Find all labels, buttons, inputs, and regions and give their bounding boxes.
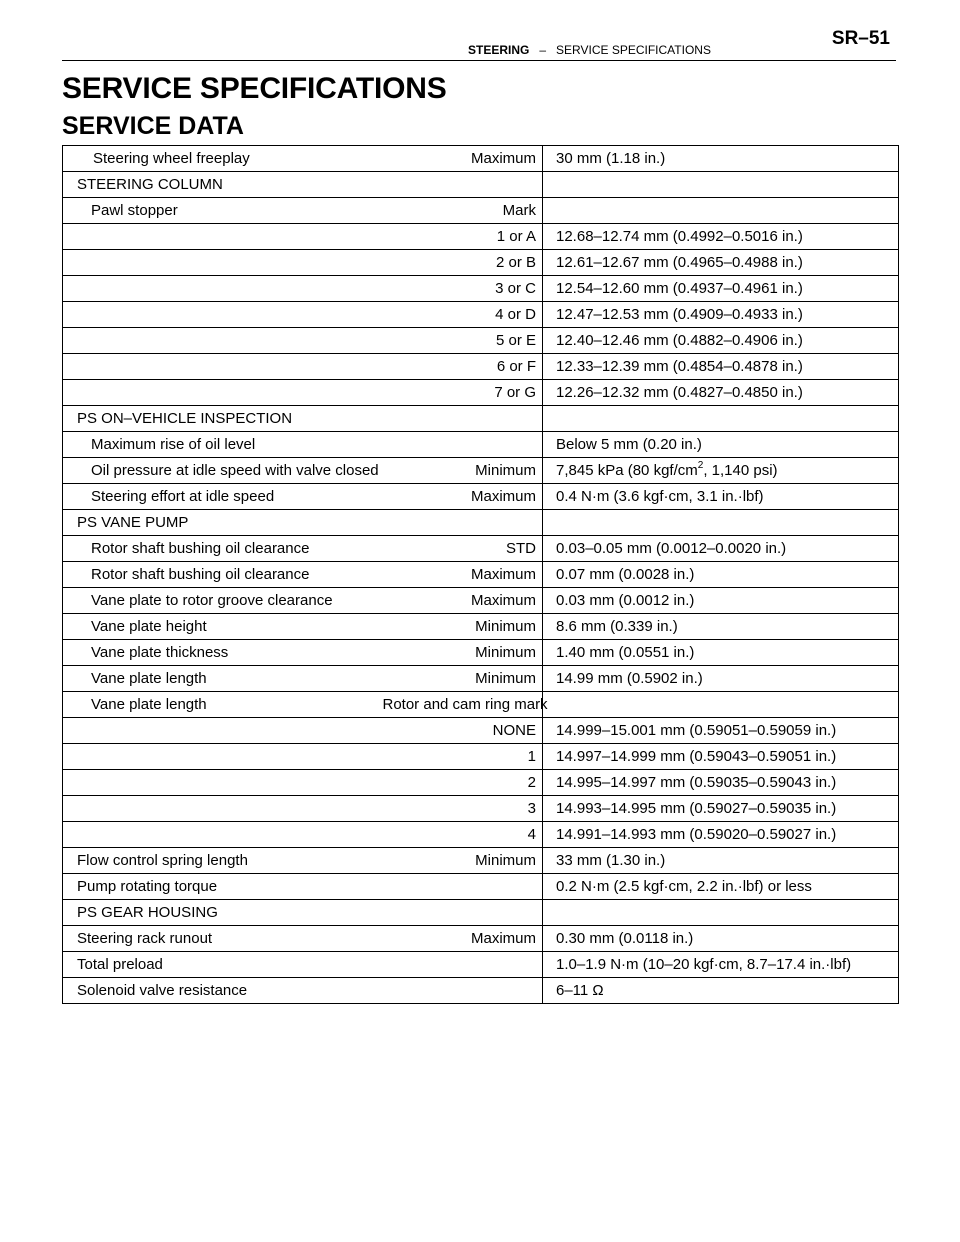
value-cell bbox=[543, 926, 899, 952]
table-row bbox=[63, 562, 899, 588]
value-text: 8.6 mm (0.339 in.) bbox=[556, 617, 678, 635]
value-text: 6–11 Ω bbox=[556, 981, 604, 999]
value-cell bbox=[543, 302, 899, 328]
table-row bbox=[63, 536, 899, 562]
value-cell bbox=[543, 354, 899, 380]
item-cell bbox=[63, 328, 383, 354]
value-cell bbox=[543, 796, 899, 822]
value-text: 0.07 mm (0.0028 in.) bbox=[556, 565, 695, 583]
condition-cell: 2 or B bbox=[383, 250, 543, 276]
service-data-body bbox=[63, 146, 899, 1004]
condition-cell: Minimum bbox=[383, 458, 543, 484]
value-text: 0.03–0.05 mm (0.0012–0.0020 in.) bbox=[556, 539, 787, 557]
table-row bbox=[63, 510, 899, 536]
item-label: Vane plate length bbox=[91, 669, 207, 687]
condition-cell: 3 or C bbox=[383, 276, 543, 302]
item-label: Maximum rise of oil level bbox=[91, 435, 256, 453]
table-row bbox=[63, 744, 899, 770]
page-header bbox=[62, 28, 896, 61]
table-row bbox=[63, 588, 899, 614]
item-cell bbox=[63, 198, 383, 224]
item-label: Vane plate height bbox=[91, 617, 207, 635]
item-label: Rotor shaft bushing oil clearance bbox=[91, 565, 310, 583]
value-cell bbox=[543, 484, 899, 510]
item-label: PS VANE PUMP bbox=[77, 513, 189, 531]
condition-cell: 1 or A bbox=[383, 224, 543, 250]
item-cell bbox=[63, 250, 383, 276]
item-cell bbox=[63, 510, 383, 536]
value-cell bbox=[543, 380, 899, 406]
item-cell bbox=[63, 900, 383, 926]
value-text: 1.40 mm (0.0551 in.) bbox=[556, 643, 695, 661]
value-cell bbox=[543, 198, 899, 224]
value-text: 12.33–12.39 mm (0.4854–0.4878 in.) bbox=[556, 357, 803, 375]
item-label: Pump rotating torque bbox=[77, 877, 218, 895]
value-cell bbox=[543, 510, 899, 536]
value-cell bbox=[543, 640, 899, 666]
condition-cell: 5 or E bbox=[383, 328, 543, 354]
value-cell bbox=[543, 562, 899, 588]
table-row bbox=[63, 900, 899, 926]
item-cell bbox=[63, 484, 383, 510]
item-label: Vane plate length bbox=[91, 695, 207, 713]
condition-cell bbox=[383, 978, 543, 1004]
table-row bbox=[63, 822, 899, 848]
item-cell bbox=[63, 276, 383, 302]
item-label: Steering effort at idle speed bbox=[91, 487, 275, 505]
item-cell bbox=[63, 744, 383, 770]
value-text: 0.03 mm (0.0012 in.) bbox=[556, 591, 695, 609]
condition-cell: 3 bbox=[383, 796, 543, 822]
value-text: 12.68–12.74 mm (0.4992–0.5016 in.) bbox=[556, 227, 803, 245]
item-cell bbox=[63, 692, 383, 718]
condition-cell: Maximum bbox=[383, 484, 543, 510]
value-cell bbox=[543, 328, 899, 354]
condition-cell bbox=[383, 510, 543, 536]
condition-cell: STD bbox=[383, 536, 543, 562]
item-cell bbox=[63, 848, 383, 874]
value-cell bbox=[543, 978, 899, 1004]
table-row bbox=[63, 146, 899, 172]
condition-cell bbox=[383, 406, 543, 432]
item-cell bbox=[63, 796, 383, 822]
condition-cell bbox=[383, 432, 543, 458]
item-cell bbox=[63, 354, 383, 380]
item-cell bbox=[63, 822, 383, 848]
value-cell bbox=[543, 692, 899, 718]
item-cell bbox=[63, 770, 383, 796]
table-row bbox=[63, 692, 899, 718]
value-cell bbox=[543, 432, 899, 458]
item-cell bbox=[63, 562, 383, 588]
table-row bbox=[63, 614, 899, 640]
condition-cell: Mark bbox=[383, 198, 543, 224]
value-cell bbox=[543, 874, 899, 900]
item-cell bbox=[63, 302, 383, 328]
table-row bbox=[63, 406, 899, 432]
value-text: 12.61–12.67 mm (0.4965–0.4988 in.) bbox=[556, 253, 803, 271]
table-row bbox=[63, 250, 899, 276]
table-row bbox=[63, 276, 899, 302]
table-row bbox=[63, 224, 899, 250]
condition-cell: 6 or F bbox=[383, 354, 543, 380]
value-text: 7,845 kPa (80 kgf/cm bbox=[556, 461, 698, 479]
value-cell bbox=[543, 536, 899, 562]
value-text: 14.997–14.999 mm (0.59043–0.59051 in.) bbox=[556, 747, 837, 765]
table-row bbox=[63, 172, 899, 198]
value-cell bbox=[543, 744, 899, 770]
item-label: Vane plate to rotor groove clearance bbox=[91, 591, 333, 609]
value-cell bbox=[543, 900, 899, 926]
item-label: Rotor shaft bushing oil clearance bbox=[91, 539, 310, 557]
item-label: Pawl stopper bbox=[91, 201, 178, 219]
value-text: 0.30 mm (0.0118 in.) bbox=[556, 929, 694, 947]
table-row bbox=[63, 458, 899, 484]
header-separator: – bbox=[539, 43, 547, 57]
table-row bbox=[63, 718, 899, 744]
item-label: Vane plate thickness bbox=[91, 643, 229, 661]
condition-cell: NONE bbox=[383, 718, 543, 744]
item-label: PS ON–VEHICLE INSPECTION bbox=[77, 409, 293, 427]
value-cell bbox=[543, 614, 899, 640]
value-cell bbox=[543, 588, 899, 614]
item-cell bbox=[63, 406, 383, 432]
value-text: 14.995–14.997 mm (0.59035–0.59043 in.) bbox=[556, 773, 837, 791]
value-text: 0.4 N·m (3.6 kgf·cm, 3.1 in.·lbf) bbox=[556, 487, 764, 505]
condition-cell bbox=[383, 900, 543, 926]
header-title bbox=[468, 43, 711, 57]
value-cell bbox=[543, 146, 899, 172]
condition-cell: Minimum bbox=[383, 614, 543, 640]
value-cell bbox=[543, 666, 899, 692]
item-label: Solenoid valve resistance bbox=[77, 981, 248, 999]
header-section: STEERING bbox=[468, 43, 530, 57]
condition-cell: Maximum bbox=[383, 146, 543, 172]
value-cell bbox=[543, 276, 899, 302]
value-cell bbox=[543, 718, 899, 744]
item-label: Steering rack runout bbox=[77, 929, 213, 947]
table-row bbox=[63, 770, 899, 796]
item-label: STEERING COLUMN bbox=[77, 175, 223, 193]
condition-cell bbox=[383, 952, 543, 978]
header-subsection: SERVICE SPECIFICATIONS bbox=[556, 43, 711, 57]
value-text: 30 mm (1.18 in.) bbox=[556, 149, 666, 167]
item-cell bbox=[63, 614, 383, 640]
table-row bbox=[63, 302, 899, 328]
item-cell bbox=[63, 380, 383, 406]
service-data-table bbox=[62, 145, 899, 1004]
table-row bbox=[63, 926, 899, 952]
condition-cell: 1 bbox=[383, 744, 543, 770]
item-cell bbox=[63, 952, 383, 978]
condition-cell: Rotor and cam ring mark bbox=[383, 692, 543, 718]
value-text: 12.40–12.46 mm (0.4882–0.4906 in.) bbox=[556, 331, 803, 349]
value-text-continued: , 1,140 psi) bbox=[703, 461, 778, 479]
condition-cell: 7 or G bbox=[383, 380, 543, 406]
value-cell bbox=[543, 770, 899, 796]
table-row bbox=[63, 354, 899, 380]
item-cell bbox=[63, 718, 383, 744]
item-cell bbox=[63, 666, 383, 692]
condition-cell: 4 bbox=[383, 822, 543, 848]
value-cell bbox=[543, 822, 899, 848]
value-text: 12.47–12.53 mm (0.4909–0.4933 in.) bbox=[556, 305, 803, 323]
item-label: Steering wheel freeplay bbox=[93, 149, 250, 167]
table-row bbox=[63, 484, 899, 510]
item-cell bbox=[63, 640, 383, 666]
table-row bbox=[63, 432, 899, 458]
table-row bbox=[63, 796, 899, 822]
item-label: Oil pressure at idle speed with valve closed bbox=[91, 461, 379, 479]
item-label: Flow control spring length bbox=[77, 851, 248, 869]
item-cell bbox=[63, 926, 383, 952]
condition-cell: Minimum bbox=[383, 666, 543, 692]
value-cell bbox=[543, 406, 899, 432]
condition-cell bbox=[383, 874, 543, 900]
page-title: SERVICE SPECIFICATIONS bbox=[62, 72, 447, 105]
value-cell bbox=[543, 458, 899, 484]
item-cell bbox=[63, 536, 383, 562]
value-superscript: 2 bbox=[697, 459, 704, 471]
value-text: 14.993–14.995 mm (0.59027–0.59035 in.) bbox=[556, 799, 837, 817]
item-cell bbox=[63, 588, 383, 614]
value-cell bbox=[543, 250, 899, 276]
value-text: 14.999–15.001 mm (0.59051–0.59059 in.) bbox=[556, 721, 837, 739]
value-text: 14.99 mm (0.5902 in.) bbox=[556, 669, 703, 687]
item-cell bbox=[63, 224, 383, 250]
item-label: Total preload bbox=[77, 955, 163, 973]
value-text: 33 mm (1.30 in.) bbox=[556, 851, 666, 869]
condition-cell: Maximum bbox=[383, 926, 543, 952]
item-cell bbox=[63, 978, 383, 1004]
item-label: PS GEAR HOUSING bbox=[77, 903, 218, 921]
item-cell bbox=[63, 458, 383, 484]
table-row bbox=[63, 198, 899, 224]
section-title: SERVICE DATA bbox=[62, 112, 244, 140]
value-text: 12.26–12.32 mm (0.4827–0.4850 in.) bbox=[556, 383, 803, 401]
value-text: Below 5 mm (0.20 in.) bbox=[556, 435, 702, 453]
value-cell bbox=[543, 172, 899, 198]
condition-cell: 4 or D bbox=[383, 302, 543, 328]
item-cell bbox=[63, 874, 383, 900]
table-row bbox=[63, 666, 899, 692]
table-row bbox=[63, 848, 899, 874]
condition-cell bbox=[383, 172, 543, 198]
item-cell bbox=[63, 432, 383, 458]
table-row bbox=[63, 328, 899, 354]
value-text: 1.0–1.9 N·m (10–20 kgf·cm, 8.7–17.4 in.·lbf) bbox=[556, 955, 852, 973]
page-number: SR–51 bbox=[831, 28, 890, 49]
value-text: 14.991–14.993 mm (0.59020–0.59027 in.) bbox=[556, 825, 837, 843]
table-row bbox=[63, 874, 899, 900]
table-row bbox=[63, 952, 899, 978]
condition-cell: Maximum bbox=[383, 562, 543, 588]
item-cell bbox=[63, 146, 383, 172]
condition-cell: Minimum bbox=[383, 848, 543, 874]
condition-cell: Maximum bbox=[383, 588, 543, 614]
condition-cell: Minimum bbox=[383, 640, 543, 666]
value-cell bbox=[543, 224, 899, 250]
value-cell bbox=[543, 952, 899, 978]
condition-cell: 2 bbox=[383, 770, 543, 796]
table-row bbox=[63, 640, 899, 666]
table-row bbox=[63, 978, 899, 1004]
table-row bbox=[63, 380, 899, 406]
value-text: 0.2 N·m (2.5 kgf·cm, 2.2 in.·lbf) or less bbox=[556, 877, 812, 895]
value-cell bbox=[543, 848, 899, 874]
value-text: 12.54–12.60 mm (0.4937–0.4961 in.) bbox=[556, 279, 803, 297]
item-cell bbox=[63, 172, 383, 198]
